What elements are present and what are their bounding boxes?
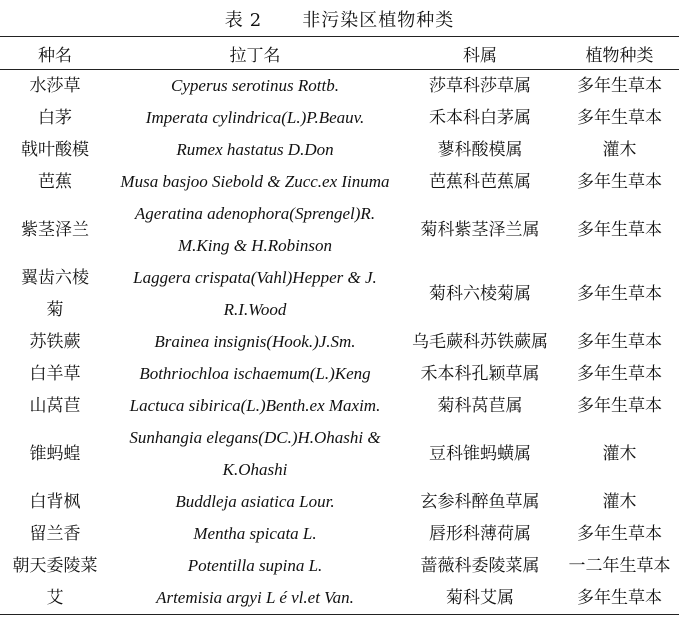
cell-species-name: 紫茎泽兰 (21, 220, 89, 240)
table-row (0, 550, 679, 582)
cell-family-genus: 禾本科孔颖草属 (420, 364, 540, 384)
cell-plant-type: 一二年生草本 (568, 556, 671, 576)
cell-species-name: 苏铁蕨 (29, 332, 81, 352)
cell-latin-name: Cyperus serotinus Rottb. (171, 76, 339, 95)
cell-species-name: 留兰香 (29, 524, 81, 544)
cell-family-genus: 乌毛蕨科苏铁蕨属 (412, 332, 548, 352)
table-row (0, 166, 679, 198)
cell-latin-name: Mentha spicata L. (193, 524, 317, 543)
header-species-name: 种名 (0, 37, 110, 70)
cell-species-name: 朝天委陵菜 (12, 556, 98, 576)
cell-plant-type: 多年生草本 (577, 172, 662, 192)
cell-species-name: 锥蚂蝗 (29, 444, 81, 464)
species-table (0, 36, 679, 615)
cell-species-name: 山莴苣 (29, 396, 81, 416)
cell-latin-name: Musa basjoo Siebold & Zucc.ex Iinuma (120, 172, 390, 191)
cell-latin-name: Laggera crispata(Vahl)Hepper & J. R.I.Wood (133, 268, 377, 319)
cell-plant-type: 多年生草本 (577, 220, 662, 240)
table-caption (0, 6, 679, 32)
cell-family-genus: 菊科六棱菊属 (429, 284, 531, 304)
table-row (0, 326, 679, 358)
cell-plant-type: 多年生草本 (577, 332, 662, 352)
cell-latin-name: Brainea insignis(Hook.)J.Sm. (154, 332, 356, 351)
cell-species-name: 白羊草 (29, 364, 81, 384)
table-row (0, 358, 679, 390)
table-row (0, 486, 679, 518)
cell-species-name: 戟叶酸模 (21, 140, 89, 160)
table-row (0, 518, 679, 550)
table-row (0, 102, 679, 134)
cell-species-name: 白背枫 (29, 492, 81, 512)
cell-plant-type: 灌木 (602, 444, 637, 464)
cell-plant-type: 多年生草本 (577, 284, 662, 304)
table-row (0, 262, 679, 326)
cell-latin-name: Artemisia argyi L é vl.et Van. (156, 588, 354, 607)
cell-species-name: 翼齿六棱 菊 (21, 268, 89, 320)
cell-latin-name: Sunhangia elegans(DC.)H.Ohashi & K.Ohashi (129, 428, 381, 479)
cell-plant-type: 灌木 (602, 140, 637, 160)
header-family-genus: 科属 (400, 37, 560, 70)
cell-species-name: 水莎草 (29, 76, 81, 96)
table-row (0, 198, 679, 262)
cell-family-genus: 玄参科醉鱼草属 (420, 492, 540, 512)
cell-species-name: 艾 (46, 588, 64, 608)
header-plant-type: 植物种类 (560, 37, 679, 70)
cell-plant-type: 多年生草本 (577, 524, 662, 544)
cell-family-genus: 蔷薇科委陵菜属 (420, 556, 540, 576)
table-row (0, 134, 679, 166)
caption-title: 非污染区植物种类 (302, 10, 455, 31)
cell-latin-name: Rumex hastatus D.Don (176, 140, 334, 159)
cell-species-name: 芭蕉 (38, 172, 72, 192)
table-body (0, 70, 679, 615)
cell-latin-name: Imperata cylindrica(L.)P.Beauv. (145, 108, 365, 127)
table-row (0, 70, 679, 103)
cell-plant-type: 多年生草本 (577, 396, 662, 416)
table-row (0, 390, 679, 422)
cell-family-genus: 莎草科莎草属 (429, 76, 531, 96)
cell-plant-type: 多年生草本 (577, 108, 662, 128)
cell-latin-name: Bothriochloa ischaemum(L.)Keng (139, 364, 371, 383)
cell-plant-type: 多年生草本 (577, 76, 662, 96)
cell-family-genus: 唇形科薄荷属 (429, 524, 531, 544)
cell-plant-type: 多年生草本 (577, 364, 662, 384)
cell-family-genus: 蓼科酸模属 (437, 140, 523, 160)
cell-plant-type: 灌木 (602, 492, 637, 512)
caption-number: 2 (249, 10, 263, 31)
header-row (0, 37, 679, 70)
cell-family-genus: 芭蕉科芭蕉属 (429, 172, 531, 192)
cell-family-genus: 豆科锥蚂蟥属 (429, 444, 531, 464)
cell-latin-name: Lactuca sibirica(L.)Benth.ex Maxim. (129, 396, 381, 415)
table-row (0, 422, 679, 486)
header-latin-name: 拉丁名 (110, 37, 400, 70)
cell-latin-name: Potentilla supina L. (187, 556, 323, 575)
caption-label: 表 (224, 10, 244, 31)
cell-latin-name: Ageratina adenophora(Sprengel)R. M.King & H.Robinson (134, 204, 376, 255)
cell-family-genus: 菊科莴苣属 (437, 396, 523, 416)
cell-family-genus: 菊科艾属 (446, 588, 514, 608)
cell-latin-name: Buddleja asiatica Lour. (175, 492, 335, 511)
cell-family-genus: 菊科紫茎泽兰属 (420, 220, 540, 240)
table-row (0, 582, 679, 615)
cell-family-genus: 禾本科白茅属 (429, 108, 531, 128)
cell-species-name: 白茅 (38, 108, 72, 128)
cell-plant-type: 多年生草本 (577, 588, 662, 608)
